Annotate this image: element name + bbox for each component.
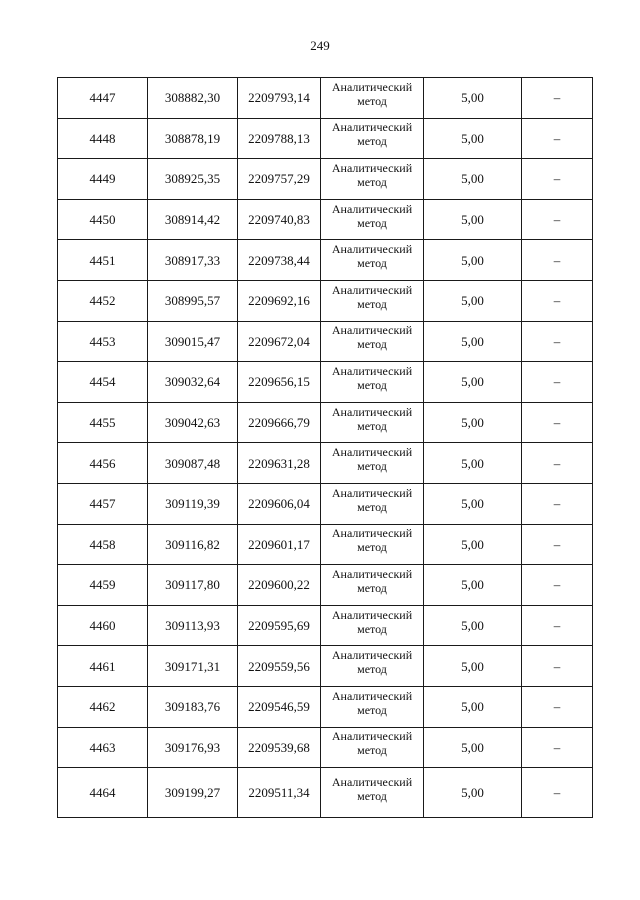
method-cell: [321, 646, 424, 687]
method-cell: [321, 118, 424, 159]
accuracy-value: 5,00: [461, 374, 484, 390]
method-cell: [321, 321, 424, 362]
accuracy-cell: [424, 199, 522, 240]
accuracy-cell: [424, 78, 522, 119]
note-cell: [522, 280, 593, 321]
accuracy-value: 5,00: [461, 212, 484, 228]
accuracy-value: 5,00: [461, 171, 484, 187]
method-label: [332, 405, 412, 433]
note-cell: [522, 524, 593, 565]
y-coordinate-cell: [238, 362, 321, 403]
y-coordinate-cell: [238, 483, 321, 524]
x-coordinate: 308914,42: [164, 212, 221, 228]
dash-mark: –: [553, 699, 561, 715]
x-coordinate: 309176,93: [164, 739, 221, 755]
y-coordinate-cell: [238, 402, 321, 443]
point-number: 4460: [89, 618, 116, 634]
point-number-cell: [58, 686, 148, 727]
table-row: [58, 199, 593, 240]
x-coordinate: 309199,27: [164, 785, 221, 801]
method-line-1: Аналитический: [331, 282, 413, 297]
note-cell: [522, 646, 593, 687]
table-row: [58, 524, 593, 565]
point-number-cell: [58, 605, 148, 646]
y-coordinate-cell: [238, 199, 321, 240]
x-coordinate-cell: [148, 443, 238, 484]
method-line-1: Аналитический: [331, 323, 413, 338]
y-coordinate: 2209601,17: [248, 536, 310, 552]
dash-mark: –: [553, 618, 561, 634]
method-label: [332, 242, 412, 270]
point-number: 4448: [89, 130, 116, 146]
method-line-2: метод: [357, 93, 387, 108]
point-number: 4461: [89, 658, 116, 674]
method-cell: [321, 78, 424, 119]
method-line-2: метод: [357, 459, 387, 474]
method-line-1: Аналитический: [331, 404, 413, 419]
y-coordinate-cell: [238, 240, 321, 281]
dash-mark: –: [553, 658, 561, 674]
dash-mark: –: [553, 455, 561, 471]
method-cell: [321, 240, 424, 281]
method-cell: [321, 280, 424, 321]
method-line-1: Аналитический: [331, 607, 413, 622]
method-line-2: метод: [357, 256, 387, 271]
method-line-2: метод: [357, 662, 387, 677]
x-coordinate: 308925,35: [164, 171, 221, 187]
method-line-1: Аналитический: [331, 120, 413, 135]
method-label: [332, 364, 412, 392]
point-number: 4462: [89, 699, 116, 715]
note-cell: [522, 402, 593, 443]
x-coordinate-cell: [148, 118, 238, 159]
x-coordinate: 309015,47: [164, 333, 221, 349]
accuracy-value: 5,00: [461, 618, 484, 634]
dash-mark: –: [553, 496, 561, 512]
y-coordinate: 2209740,83: [248, 212, 310, 228]
y-coordinate-cell: [238, 321, 321, 362]
method-line-2: метод: [357, 134, 387, 149]
point-number: 4452: [89, 293, 116, 309]
note-cell: [522, 240, 593, 281]
x-coordinate: 309087,48: [164, 455, 221, 471]
x-coordinate-cell: [148, 402, 238, 443]
method-label: [332, 445, 412, 473]
x-coordinate: 308882,30: [164, 90, 221, 106]
note-cell: [522, 483, 593, 524]
point-number-cell: [58, 483, 148, 524]
dash-mark: –: [553, 785, 561, 801]
accuracy-cell: [424, 646, 522, 687]
x-coordinate-cell: [148, 280, 238, 321]
table-row: [58, 118, 593, 159]
method-line-1: Аналитический: [331, 729, 413, 744]
point-number: 4458: [89, 536, 116, 552]
x-coordinate-cell: [148, 565, 238, 606]
accuracy-value: 5,00: [461, 333, 484, 349]
y-coordinate: 2209600,22: [248, 577, 310, 593]
accuracy-value: 5,00: [461, 455, 484, 471]
method-line-1: Аналитический: [331, 363, 413, 378]
method-line-1: Аналитический: [331, 485, 413, 500]
dash-mark: –: [553, 171, 561, 187]
method-line-1: Аналитический: [331, 774, 413, 789]
y-coordinate-cell: [238, 727, 321, 768]
dash-mark: –: [553, 333, 561, 349]
point-number-cell: [58, 280, 148, 321]
accuracy-cell: [424, 483, 522, 524]
accuracy-cell: [424, 727, 522, 768]
y-coordinate-cell: [238, 118, 321, 159]
coordinates-table: [57, 77, 593, 818]
method-line-1: Аналитический: [331, 688, 413, 703]
method-label: [332, 608, 412, 636]
method-line-2: метод: [357, 296, 387, 311]
x-coordinate-cell: [148, 240, 238, 281]
dash-mark: –: [553, 415, 561, 431]
point-number: 4455: [89, 415, 116, 431]
method-line-2: метод: [357, 743, 387, 758]
point-number-cell: [58, 565, 148, 606]
method-label: [332, 486, 412, 514]
table-row: [58, 768, 593, 818]
dash-mark: –: [553, 374, 561, 390]
dash-mark: –: [553, 739, 561, 755]
y-coordinate-cell: [238, 78, 321, 119]
y-coordinate-cell: [238, 280, 321, 321]
method-label: [332, 120, 412, 148]
accuracy-value: 5,00: [461, 130, 484, 146]
x-coordinate: 308917,33: [164, 252, 221, 268]
x-coordinate-cell: [148, 321, 238, 362]
page-number: 249: [310, 38, 330, 53]
table-row: [58, 565, 593, 606]
y-coordinate: 2209692,16: [248, 293, 310, 309]
point-number: 4447: [89, 90, 116, 106]
point-number-cell: [58, 402, 148, 443]
method-label: [332, 526, 412, 554]
y-coordinate-cell: [238, 443, 321, 484]
y-coordinate: 2209595,69: [248, 618, 310, 634]
method-line-2: метод: [357, 337, 387, 352]
method-label: [332, 202, 412, 230]
y-coordinate: 2209559,56: [248, 658, 310, 674]
y-coordinate: 2209606,04: [248, 496, 310, 512]
point-number: 4464: [89, 785, 116, 801]
x-coordinate-cell: [148, 362, 238, 403]
point-number-cell: [58, 321, 148, 362]
method-cell: [321, 727, 424, 768]
method-line-1: Аналитический: [331, 160, 413, 175]
note-cell: [522, 565, 593, 606]
y-coordinate: 2209788,13: [248, 130, 310, 146]
method-label: [332, 567, 412, 595]
method-cell: [321, 199, 424, 240]
accuracy-value: 5,00: [461, 536, 484, 552]
point-number-cell: [58, 199, 148, 240]
note-cell: [522, 605, 593, 646]
accuracy-value: 5,00: [461, 496, 484, 512]
x-coordinate-cell: [148, 768, 238, 818]
accuracy-cell: [424, 524, 522, 565]
note-cell: [522, 443, 593, 484]
y-coordinate-cell: [238, 768, 321, 818]
dash-mark: –: [553, 293, 561, 309]
point-number: 4457: [89, 496, 116, 512]
table-row: [58, 402, 593, 443]
accuracy-value: 5,00: [461, 577, 484, 593]
method-cell: [321, 686, 424, 727]
method-cell: [321, 768, 424, 818]
accuracy-value: 5,00: [461, 415, 484, 431]
method-line-1: Аналитический: [331, 79, 413, 94]
accuracy-cell: [424, 402, 522, 443]
accuracy-value: 5,00: [461, 293, 484, 309]
table-row: [58, 605, 593, 646]
table-row: [58, 443, 593, 484]
note-cell: [522, 362, 593, 403]
accuracy-value: 5,00: [461, 739, 484, 755]
method-line-1: Аналитический: [331, 201, 413, 216]
method-line-2: метод: [357, 788, 387, 803]
table-row: [58, 646, 593, 687]
point-number: 4459: [89, 577, 116, 593]
y-coordinate: 2209631,28: [248, 455, 310, 471]
method-cell: [321, 565, 424, 606]
y-coordinate: 2209738,44: [248, 252, 310, 268]
x-coordinate-cell: [148, 686, 238, 727]
accuracy-value: 5,00: [461, 90, 484, 106]
method-line-1: Аналитический: [331, 445, 413, 460]
accuracy-cell: [424, 768, 522, 818]
note-cell: [522, 118, 593, 159]
accuracy-cell: [424, 280, 522, 321]
method-line-2: метод: [357, 418, 387, 433]
accuracy-cell: [424, 565, 522, 606]
method-cell: [321, 362, 424, 403]
accuracy-cell: [424, 159, 522, 200]
point-number: 4456: [89, 455, 116, 471]
method-label: [332, 283, 412, 311]
y-coordinate: 2209656,15: [248, 374, 310, 390]
x-coordinate-cell: [148, 483, 238, 524]
note-cell: [522, 321, 593, 362]
table-row: [58, 483, 593, 524]
point-number-cell: [58, 118, 148, 159]
method-label: [332, 775, 412, 803]
accuracy-value: 5,00: [461, 252, 484, 268]
method-line-1: Аналитический: [331, 566, 413, 581]
accuracy-value: 5,00: [461, 785, 484, 801]
accuracy-cell: [424, 362, 522, 403]
y-coordinate: 2209539,68: [248, 739, 310, 755]
x-coordinate: 309119,39: [165, 496, 220, 512]
method-label: [332, 729, 412, 757]
y-coordinate-cell: [238, 686, 321, 727]
method-line-2: метод: [357, 621, 387, 636]
accuracy-value: 5,00: [461, 699, 484, 715]
y-coordinate: 2209666,79: [248, 415, 310, 431]
point-number-cell: [58, 443, 148, 484]
accuracy-cell: [424, 443, 522, 484]
y-coordinate: 2209793,14: [248, 90, 310, 106]
y-coordinate: 2209672,04: [248, 333, 310, 349]
y-coordinate: 2209511,34: [248, 785, 310, 801]
method-line-2: метод: [357, 215, 387, 230]
table-row: [58, 78, 593, 119]
method-label: [332, 689, 412, 717]
note-cell: [522, 199, 593, 240]
table-row: [58, 240, 593, 281]
note-cell: [522, 78, 593, 119]
y-coordinate: 2209757,29: [248, 171, 310, 187]
x-coordinate: 309171,31: [164, 658, 221, 674]
y-coordinate-cell: [238, 646, 321, 687]
x-coordinate: 309042,63: [164, 415, 221, 431]
point-number-cell: [58, 646, 148, 687]
accuracy-cell: [424, 605, 522, 646]
dash-mark: –: [553, 90, 561, 106]
method-label: [332, 161, 412, 189]
x-coordinate: 309117,80: [165, 577, 220, 593]
table-row: [58, 159, 593, 200]
method-line-1: Аналитический: [331, 526, 413, 541]
x-coordinate: 308995,57: [164, 293, 221, 309]
table-row: [58, 727, 593, 768]
x-coordinate-cell: [148, 605, 238, 646]
method-line-1: Аналитический: [331, 648, 413, 663]
y-coordinate-cell: [238, 159, 321, 200]
accuracy-value: 5,00: [461, 658, 484, 674]
y-coordinate: 2209546,59: [248, 699, 310, 715]
method-line-2: метод: [357, 377, 387, 392]
accuracy-cell: [424, 240, 522, 281]
point-number-cell: [58, 159, 148, 200]
x-coordinate: 309116,82: [165, 536, 220, 552]
method-cell: [321, 524, 424, 565]
point-number: 4463: [89, 739, 116, 755]
table-row: [58, 362, 593, 403]
dash-mark: –: [553, 212, 561, 228]
method-line-2: метод: [357, 702, 387, 717]
x-coordinate-cell: [148, 727, 238, 768]
method-cell: [321, 483, 424, 524]
point-number-cell: [58, 524, 148, 565]
note-cell: [522, 727, 593, 768]
method-line-2: метод: [357, 499, 387, 514]
point-number: 4453: [89, 333, 116, 349]
method-line-2: метод: [357, 580, 387, 595]
method-line-2: метод: [357, 540, 387, 555]
method-cell: [321, 159, 424, 200]
note-cell: [522, 768, 593, 818]
method-label: [332, 323, 412, 351]
dash-mark: –: [553, 252, 561, 268]
x-coordinate-cell: [148, 159, 238, 200]
point-number-cell: [58, 240, 148, 281]
x-coordinate: 308878,19: [164, 130, 221, 146]
note-cell: [522, 686, 593, 727]
dash-mark: –: [553, 577, 561, 593]
x-coordinate-cell: [148, 78, 238, 119]
note-cell: [522, 159, 593, 200]
point-number: 4451: [89, 252, 116, 268]
x-coordinate: 309183,76: [164, 699, 221, 715]
y-coordinate-cell: [238, 565, 321, 606]
table-row: [58, 280, 593, 321]
dash-mark: –: [553, 130, 561, 146]
method-label: [332, 648, 412, 676]
accuracy-cell: [424, 118, 522, 159]
method-line-1: Аналитический: [331, 242, 413, 257]
table-row: [58, 686, 593, 727]
table-row: [58, 321, 593, 362]
method-cell: [321, 402, 424, 443]
method-cell: [321, 443, 424, 484]
x-coordinate-cell: [148, 199, 238, 240]
x-coordinate-cell: [148, 524, 238, 565]
accuracy-cell: [424, 321, 522, 362]
point-number: 4450: [89, 212, 116, 228]
point-number-cell: [58, 768, 148, 818]
x-coordinate: 309113,93: [165, 618, 220, 634]
table-body: [58, 78, 593, 818]
method-cell: [321, 605, 424, 646]
point-number-cell: [58, 78, 148, 119]
method-label: [332, 80, 412, 108]
y-coordinate-cell: [238, 605, 321, 646]
y-coordinate-cell: [238, 524, 321, 565]
accuracy-cell: [424, 686, 522, 727]
x-coordinate-cell: [148, 646, 238, 687]
dash-mark: –: [553, 536, 561, 552]
x-coordinate: 309032,64: [164, 374, 221, 390]
point-number-cell: [58, 727, 148, 768]
point-number: 4454: [89, 374, 116, 390]
point-number-cell: [58, 362, 148, 403]
point-number: 4449: [89, 171, 116, 187]
method-line-2: метод: [357, 174, 387, 189]
